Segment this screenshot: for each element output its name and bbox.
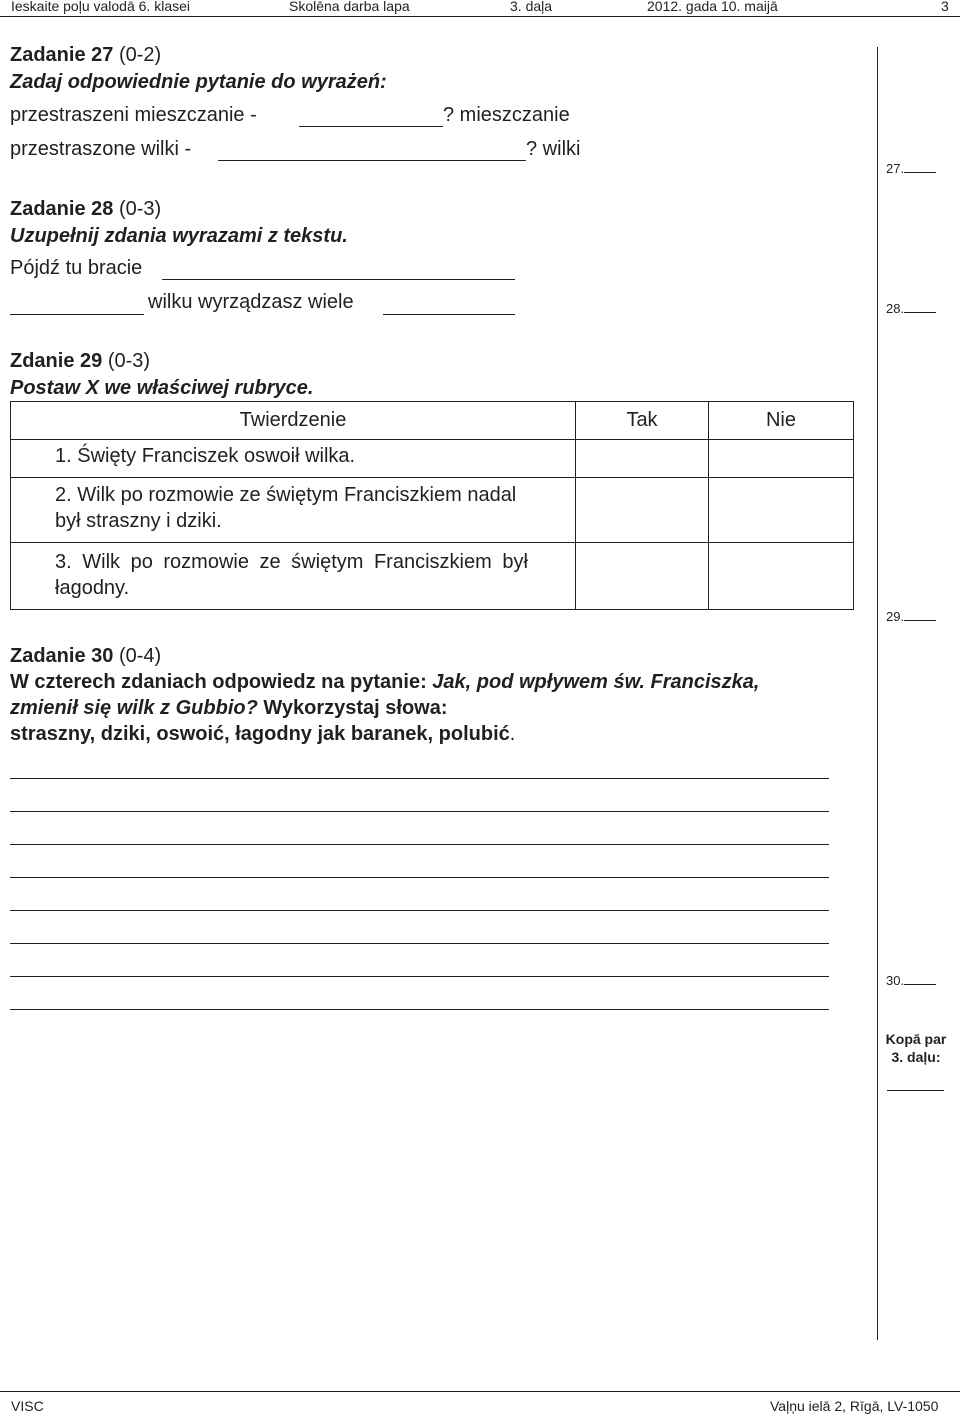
total-score-label-line1: Kopā par	[885, 1031, 947, 1047]
task27-line2-prefix: przestraszone wilki -	[10, 138, 192, 160]
col-header-statement: Twierdzenie	[11, 402, 576, 440]
answer-cell-1-no[interactable]	[709, 440, 854, 478]
header-subject: Ieskaite poļu valodā 6. klasei	[11, 0, 190, 14]
statement-3-number: 3.	[55, 551, 72, 573]
col-header-no: Nie	[709, 402, 854, 440]
task28-answer-line-2[interactable]	[10, 314, 144, 315]
statement-2-number: 2.	[55, 484, 72, 506]
score-28-label: 28.	[886, 301, 905, 316]
task27-title	[10, 44, 161, 67]
task30-words-line	[10, 723, 515, 746]
footer-rule	[0, 1391, 960, 1392]
statement-1-number: 1.	[55, 445, 72, 467]
score-27-blank[interactable]	[904, 161, 936, 173]
task30-words: straszny, dziki, oswoić, łagodny jak baranek, polubić	[10, 723, 510, 745]
task28-answer-line-3[interactable]	[383, 314, 515, 315]
header-worksheet: Skolēna darba lapa	[289, 0, 410, 14]
statement-3-text-line1: Wilk po rozmowie ze świętym Franciszkiem był	[82, 551, 528, 573]
task29-title	[10, 350, 150, 373]
writing-line[interactable]	[10, 811, 829, 812]
statement-2-text-line2: był straszny i dziki.	[55, 510, 222, 532]
writing-line[interactable]	[10, 844, 829, 845]
task27-line2-suffix: ? wilki	[526, 138, 581, 160]
statement-table	[10, 401, 854, 610]
writing-line[interactable]	[10, 778, 829, 779]
col-header-yes: Tak	[576, 402, 709, 440]
task28-instruction: Uzupełnij zdania wyrazami z tekstu.	[10, 225, 348, 247]
writing-line[interactable]	[10, 877, 829, 878]
task27-line1-prefix: przestraszeni mieszczanie -	[10, 104, 257, 126]
header-date: 2012. gada 10. maijā	[647, 0, 778, 14]
task29-points: (0-3)	[107, 350, 151, 372]
score-27	[886, 161, 936, 176]
task30-instruction-bold-1: W czterech zdaniach odpowiedz na pytanie:	[10, 671, 427, 693]
score-28	[886, 301, 936, 316]
task27-points: (0-2)	[118, 44, 162, 66]
statement-2	[11, 478, 576, 543]
task30-instruction-bold-2: Wykorzystaj słowa:	[263, 697, 448, 719]
task28-title-label: Zadanie 28	[10, 198, 114, 220]
task29-instruction: Postaw X we właściwej rubryce.	[10, 377, 314, 399]
task27-answer-line-2[interactable]	[218, 160, 526, 161]
writing-line[interactable]	[10, 910, 829, 911]
score-30-blank[interactable]	[904, 973, 936, 985]
task28-title	[10, 198, 161, 221]
score-27-label: 27.	[886, 161, 905, 176]
header-part: 3. daļa	[510, 0, 553, 14]
task30-question-part1: Jak, pod wpływem św. Franciszka,	[432, 671, 760, 693]
table-row	[11, 543, 854, 610]
task27-title-label: Zadanie 27	[10, 44, 114, 66]
task30-instruction-line2	[10, 697, 448, 720]
task30-points: (0-4)	[118, 645, 162, 667]
statement-2-text-line1: Wilk po rozmowie ze świętym Franciszkiem nadal	[77, 484, 517, 506]
task28-line2: wilku wyrządzasz wiele	[148, 291, 354, 313]
task27-line1-suffix: ? mieszczanie	[443, 104, 570, 126]
answer-cell-2-no[interactable]	[709, 478, 854, 543]
task30-question-part2: zmienił się wilk z Gubbio?	[10, 697, 258, 719]
score-29-label: 29.	[886, 609, 905, 624]
header-rule	[0, 16, 960, 17]
table-row	[11, 440, 854, 478]
score-30	[886, 973, 936, 988]
task30-words-end: .	[509, 723, 516, 745]
task30-instruction-line1	[10, 671, 759, 694]
answer-cell-2-yes[interactable]	[576, 478, 709, 543]
task28-answer-line-1[interactable]	[162, 279, 515, 280]
statement-3	[11, 543, 576, 610]
task28-line1: Pójdź tu bracie	[10, 257, 143, 279]
footer-address: Vaļņu ielā 2, Rīgā, LV-1050	[770, 1398, 939, 1414]
writing-line[interactable]	[10, 1009, 829, 1010]
task30-title-label: Zadanie 30	[10, 645, 114, 667]
table-row	[11, 478, 854, 543]
score-29-blank[interactable]	[904, 609, 936, 621]
header-page-number: 3	[941, 0, 949, 14]
writing-line[interactable]	[10, 943, 829, 944]
score-30-label: 30.	[886, 973, 905, 988]
writing-line[interactable]	[10, 976, 829, 977]
answer-cell-3-yes[interactable]	[576, 543, 709, 610]
task27-answer-line-1[interactable]	[299, 126, 443, 127]
score-column-divider	[877, 47, 878, 1340]
statement-3-text-line2: łagodny.	[55, 577, 130, 599]
answer-cell-1-yes[interactable]	[576, 440, 709, 478]
answer-cell-3-no[interactable]	[709, 543, 854, 610]
table-header-row	[11, 402, 854, 440]
score-29	[886, 609, 936, 624]
task28-points: (0-3)	[118, 198, 162, 220]
statement-1	[11, 440, 576, 478]
statement-1-text: Święty Franciszek oswoił wilka.	[77, 445, 356, 467]
task27-instruction: Zadaj odpowiednie pytanie do wyrażeń:	[10, 71, 387, 93]
footer-organization: VISC	[11, 1398, 44, 1414]
score-28-blank[interactable]	[904, 301, 936, 313]
task30-title	[10, 645, 161, 668]
total-score-blank[interactable]	[887, 1090, 944, 1091]
task29-title-label: Zdanie 29	[10, 350, 103, 372]
total-score-label-line2: 3. daļu:	[891, 1049, 941, 1065]
